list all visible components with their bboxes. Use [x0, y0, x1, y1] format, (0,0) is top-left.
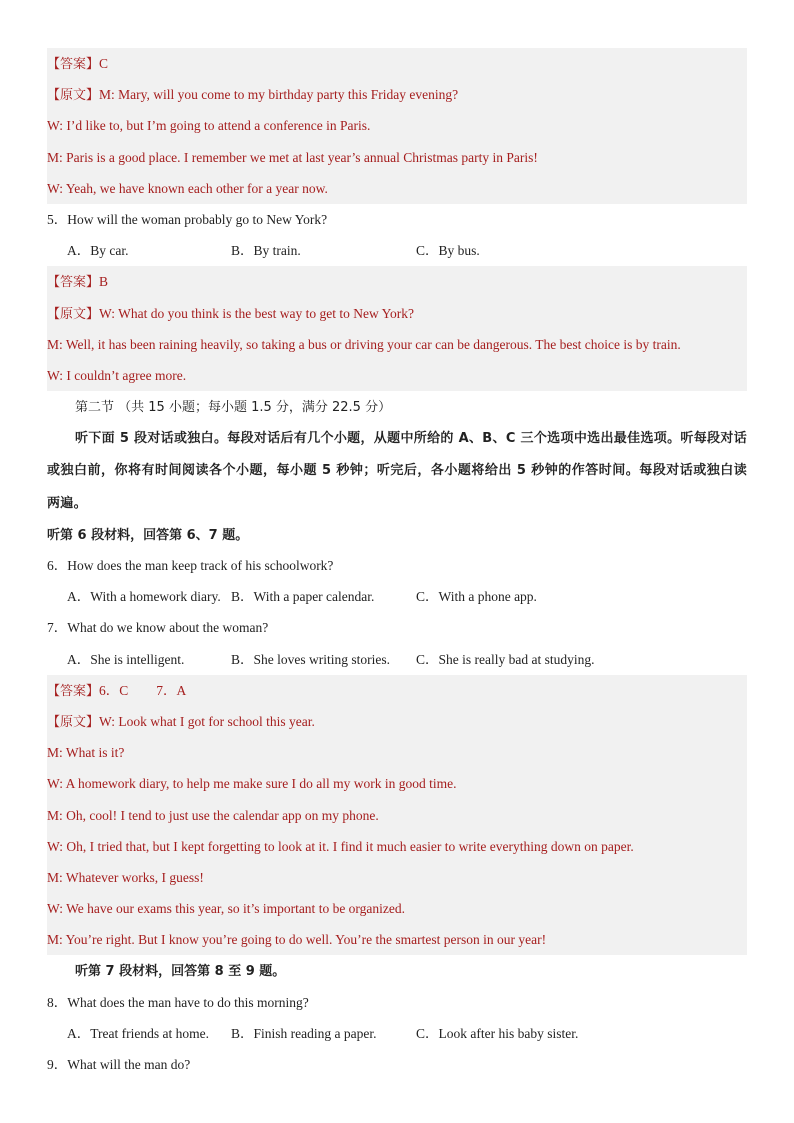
transcript-line: M: Oh, cool! I tend to just use the calendar app on my phone. — [47, 800, 747, 831]
transcript-text: M: Mary, will you come to my birthday party this Friday evening? — [99, 87, 459, 103]
transcript-line: M: Whatever works, I guess! — [47, 862, 747, 893]
section-heading: 第二节 （共 15 小题；每小题 1.5 分，满分 22.5 分） — [75, 400, 392, 416]
passage-heading: 听第 6 段材料，回答第 6、7 题。 — [47, 527, 249, 543]
transcript-line: W: We have our exams this year, so it’s important to be organized. — [47, 893, 747, 924]
section-instructions: 听下面 5 段对话或独白。每段对话后有几个小题，从题中所给的 A、B、C 三个选项中选出最佳选项。听每段对话或独白前，你将有时间阅读各个小题，每小题 5 秒钟；听完后，各小题将给出 5 秒钟的作答时间。每段对话或独白读两遍。 — [47, 431, 747, 511]
transcript-line: M: You’re right. But I know you’re going to do well. You’re the smartest person in our year! — [47, 924, 747, 955]
options-row — [47, 644, 747, 675]
option-a: A．With a homework diary. — [67, 589, 221, 605]
answer-value: 6．C — [99, 682, 129, 698]
transcript-line: M: Well, it has been raining heavily, so taking a bus or driving your car can be dangerous. The best choice is by train. — [47, 329, 747, 360]
transcript-line — [47, 706, 747, 737]
question-5: 5．How will the woman probably go to New York? — [47, 211, 328, 227]
option-c: C．With a phone app. — [416, 589, 537, 605]
transcript-line: W: Yeah, we have known each other for a year now. — [47, 173, 747, 204]
option-a: A．She is intelligent. — [67, 651, 185, 667]
transcript-line — [47, 79, 747, 110]
options-row — [47, 581, 747, 612]
question-8: 8．What does the man have to do this morning? — [47, 994, 309, 1010]
transcript-line: M: Paris is a good place. I remember we met at last year’s annual Christmas party in Paris! — [47, 142, 747, 173]
transcript-line: W: A homework diary, to help me make sure I do all my work in good time. — [47, 768, 747, 799]
answer-line — [47, 675, 747, 706]
transcript-text: W: What do you think is the best way to get to New York? — [99, 305, 414, 321]
answer-line — [47, 266, 747, 297]
answer-value: 7．A — [156, 682, 187, 698]
transcript-text: W: Look what I got for school this year. — [99, 713, 315, 729]
option-b: B．Finish reading a paper. — [231, 1025, 377, 1041]
options-row — [47, 1018, 747, 1049]
answer-tag: 【答案】 — [47, 57, 100, 72]
option-b: B．She loves writing stories. — [231, 651, 390, 667]
option-c: C．By bus. — [416, 243, 480, 259]
option-a: A．By car. — [67, 243, 129, 259]
answer-tag: 【答案】 — [47, 683, 100, 699]
transcript-line: M: What is it? — [47, 737, 747, 768]
transcript-line: W: I couldn’t agree more. — [47, 360, 747, 391]
option-b: B．With a paper calendar. — [231, 589, 375, 605]
answer-tag: 【答案】 — [47, 275, 100, 291]
document-body — [47, 48, 747, 1080]
question-9: 9．What will the man do? — [47, 1057, 191, 1073]
answer-value: C — [99, 56, 109, 71]
passage-heading: 听第 7 段材料，回答第 8 至 9 题。 — [75, 964, 286, 980]
transcript-tag: 【原文】 — [47, 306, 100, 322]
question-6: 6．How does the man keep track of his schoolwork? — [47, 558, 334, 574]
answer-value: B — [99, 274, 109, 290]
option-a: A．Treat friends at home. — [67, 1025, 209, 1041]
transcript-tag: 【原文】 — [47, 88, 100, 104]
options-row — [47, 235, 747, 266]
option-c: C．She is really bad at studying. — [416, 651, 595, 667]
option-b: B．By train. — [231, 243, 301, 259]
transcript-line: W: I’d like to, but I’m going to attend a conference in Paris. — [47, 110, 747, 141]
option-c: C．Look after his baby sister. — [416, 1025, 579, 1041]
transcript-line — [47, 298, 747, 329]
transcript-line: W: Oh, I tried that, but I kept forgetting to look at it. I find it much easier to write everything down on paper. — [47, 831, 747, 862]
answer-line — [47, 48, 747, 79]
transcript-tag: 【原文】 — [47, 714, 100, 730]
question-7: 7．What do we know about the woman? — [47, 620, 269, 636]
